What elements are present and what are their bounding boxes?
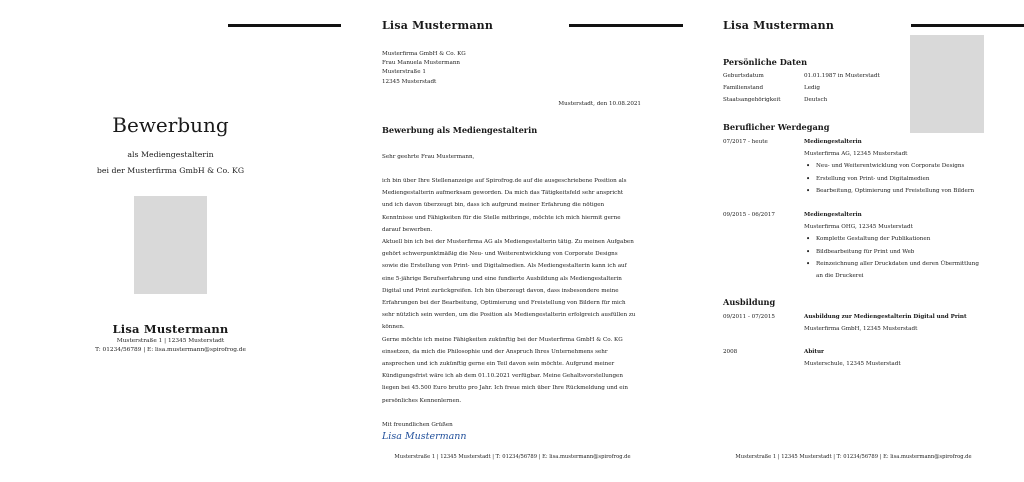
body-line: ich bin über Ihre Stellenanzeige auf Spirofrog.de auf die ausgeschriebene Position als (382, 178, 627, 184)
body-line: liegen bei 45.500 Euro brutto pro Jahr. Ich freue mich über Ihre Rückmeldung und ein (382, 385, 628, 392)
cover-contact: T: 01234/56789 | E: lisa.mustermann@spirofrog.de (95, 347, 246, 353)
cv-page (683, 0, 1024, 482)
cover-subtitle-2: bei der Musterfirma GmbH & Co. KG (96, 166, 245, 175)
recipient-line: Frau Manuela Mustermann (382, 60, 461, 67)
task-item: • Neu- und Weiterentwicklung von Corporate Designs (804, 160, 1014, 172)
body-line: Gerne möchte ich meine Fähigkeiten zukünftig bei der Musterfirma GmbH & Co. KG (382, 336, 623, 343)
body-line: gehört schwerpunktmäßig die Neu- und Weiterentwicklung von Corporate Designs (382, 251, 618, 258)
body-line: darauf bewerben. (382, 226, 433, 233)
header-rule (569, 24, 683, 27)
letter-footer: Musterstraße 1 | 12345 Musterstadt | T: 01234/56789 | E: lisa.mustermann@spirofrog.de (394, 454, 631, 460)
personal-value: Deutsch (804, 97, 828, 103)
cv-photo-placeholder (910, 35, 984, 133)
photo-placeholder (134, 196, 207, 294)
career-tasks (804, 160, 1014, 197)
body-line: können. (382, 324, 405, 331)
career-company: Musterfirma AG, 12345 Musterstadt (804, 151, 908, 158)
letter-subject: Bewerbung als Mediengestalterin (382, 125, 538, 135)
education-entry (804, 311, 1014, 335)
career-role: Mediengestalterin (804, 212, 862, 218)
education-school: Musterfirma GmbH, 12345 Musterstadt (804, 326, 918, 333)
personal-value: Ledig (804, 85, 820, 91)
header-rule (911, 24, 1024, 27)
cv-header-name: Lisa Mustermann (723, 19, 835, 32)
task-item: • Komplette Gestaltung der Publikationen (804, 233, 1014, 245)
career-section-title: Beruflicher Werdegang (723, 122, 830, 132)
cover-address: Musterstraße 1 | 12345 Musterstadt (116, 338, 225, 344)
career-period: 07/2017 - heute (723, 139, 768, 145)
career-tasks (804, 233, 1014, 282)
body-line: Erfahrungen bei der Bearbeitung, Optimierung und Freistellung von Bildern für mich (382, 300, 626, 307)
career-entry (804, 209, 1014, 282)
body-line: einsetzen, da mich die Philosophie und der Anspruch Ihres Unternehmens sehr (382, 348, 608, 355)
task-item: • Bearbeitung, Optimierung und Freistellung von Bildern (804, 185, 1014, 197)
personal-value: 01.01.1987 in Musterstadt (804, 73, 880, 79)
recipient-line: Musterstraße 1 (382, 69, 426, 76)
body-line: Mediengestalterin aufmerksam geworden. Da mich das Tätigkeitsfeld sehr anspricht (382, 190, 624, 197)
letter-header-name: Lisa Mustermann (382, 19, 494, 32)
task-item: • Erstellung von Print- und Digitalmedien (804, 173, 1014, 185)
education-period: 09/2011 - 07/2015 (723, 314, 775, 320)
task-item-continuation: an die Druckerei (816, 273, 864, 280)
body-line: persönliches Kennenlernen. (382, 397, 462, 404)
education-degree: Ausbildung zur Mediengestalterin Digital und Print (804, 314, 967, 320)
body-line: und ich davon überzeugt bin, dass ich aufgrund meiner Erfahrung die nötigen (382, 202, 605, 209)
cover-subtitle-1: als Mediengestalterin (127, 150, 214, 159)
personal-section-title: Persönliche Daten (723, 57, 808, 67)
career-period: 09/2015 - 06/2017 (723, 212, 775, 218)
cover-page (0, 0, 341, 482)
body-line: Kenntnisse und Fähigkeiten für die Stelle mitbringe, möchte ich mich hiermit gerne (382, 214, 621, 221)
cv-footer: Musterstraße 1 | 12345 Musterstadt | T: 01234/56789 | E: lisa.mustermann@spirofrog.de (735, 454, 972, 460)
body-line: Aktuell bin ich bei der Musterfirma AG als Mediengestalterin tätig. Zu meinen Aufgaben (382, 239, 634, 246)
body-line: sehr nützlich sein werden, um die Position als Mediengestalterin erfolgreich ausfüllen zu (382, 312, 636, 319)
education-school: Musterschule, 12345 Musterstadt (804, 361, 901, 368)
body-line: eine 5-jährige Berufserfahrung und eine fundierte Ausbildung als Mediengestalterin (382, 275, 622, 282)
letter-page (342, 0, 683, 482)
letter-body (382, 175, 652, 407)
letter-salutation: Sehr geehrte Frau Mustermann, (382, 154, 475, 160)
letter-date: Musterstadt, den 10.08.2021 (558, 101, 641, 107)
education-period: 2008 (723, 349, 738, 355)
body-line: ansprechen und ich zukünftig gerne ein Teil davon sein möchte. Aufgrund meiner (382, 361, 615, 368)
letter-closing: Mit freundlichen Grüßen (382, 422, 453, 428)
career-entry (804, 136, 1014, 197)
signature: Lisa Mustermann (382, 431, 467, 442)
education-section-title: Ausbildung (723, 297, 776, 307)
body-line: Digital und Print zurückgreifen. Ich bin überzeugt davon, dass insbesondere meine (382, 287, 619, 294)
recipient-address (382, 50, 466, 87)
career-role: Mediengestalterin (804, 139, 862, 145)
recipient-line: Musterfirma GmbH & Co. KG (382, 51, 466, 57)
personal-label: Geburtsdatum (723, 73, 764, 79)
cover-title: Bewerbung (112, 113, 229, 137)
task-item: • Reinzeichnung aller Druckdaten und deren Übermittlung (804, 258, 1014, 270)
personal-label: Familienstand (723, 85, 764, 91)
body-line: sowie die Erstellung von Print- und Digitalmedien. Als Mediengestalterin kann ich auf (382, 263, 627, 270)
body-line: Kündigungsfrist wäre ich ab dem 01.10.2021 verfügbar. Meine Gehaltsvorstellungen (382, 373, 623, 380)
education-degree: Abitur (804, 349, 824, 355)
cover-name: Lisa Mustermann (112, 322, 229, 336)
task-item: • Bildbearbeitung für Print und Web (804, 246, 1014, 258)
recipient-line: 12345 Musterstadt (382, 78, 437, 85)
personal-label: Staatsangehörigkeit (723, 97, 781, 103)
header-rule (228, 24, 341, 27)
education-entry (804, 346, 1014, 370)
career-company: Musterfirma OHG, 12345 Musterstadt (804, 224, 913, 231)
